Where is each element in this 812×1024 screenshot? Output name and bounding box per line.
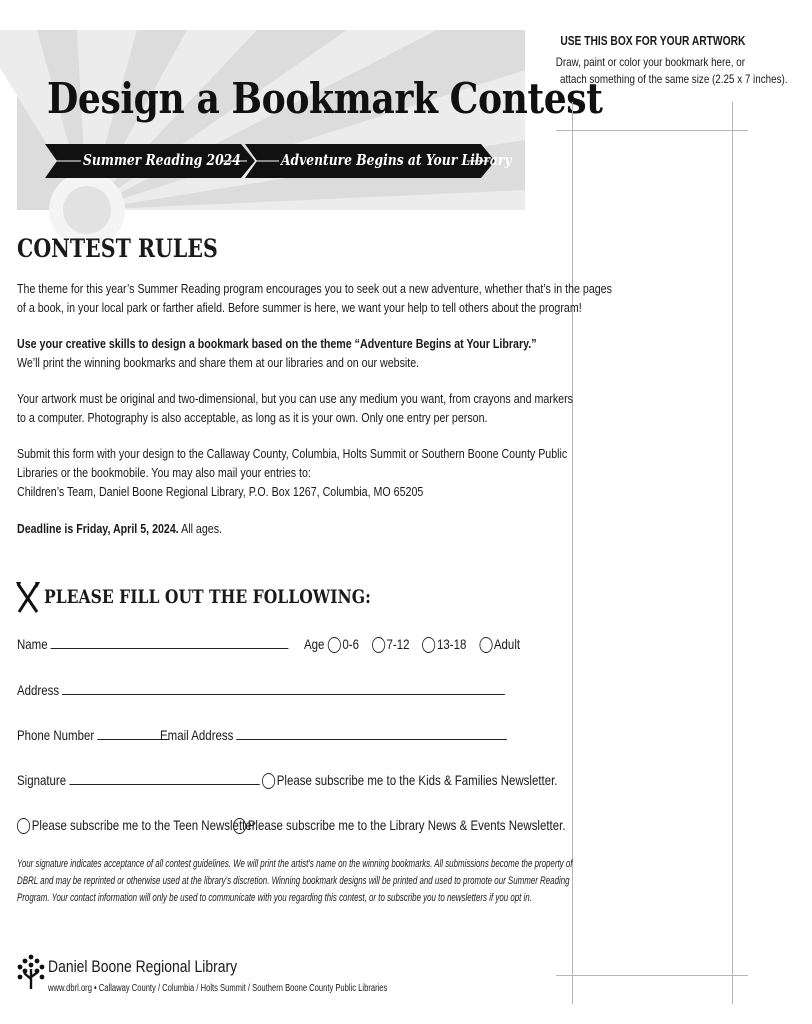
subscribe-kids-radio[interactable] [262, 773, 275, 789]
fine-print: Your signature indicates acceptance of all contest guidelines. We will print the artist’s name on the winning bookmarks. All submissions become the property of DBRL and may be reprinted or otherwise used at the library’s discretion. Winning bookmark designs will be printed and used to promote our Summer Reading Program. Your contact information will only be used to communicate with you regarding this contest, or to subscribe you to newsletters if you opt in. [17, 858, 573, 904]
rules-paragraph-theme: The theme for this year’s Summer Reading program encourages you to seek out a new adventure, whether that’s in the pages of a book, in your local park or farther afield. Before summer is here, we want your help to tell others about the program! [17, 281, 612, 315]
subscribe-news-radio[interactable] [233, 818, 246, 834]
rules-paragraph-design: Use your creative skills to design a bookmark based on the theme “Adventure Begins at Your Library.” We’ll print the winning bookmarks and share them at our libraries and on our website. [17, 336, 537, 370]
subscribe-kids-option[interactable]: Please subscribe me to the Kids & Families Newsletter. [262, 772, 622, 789]
address-input-line[interactable] [62, 684, 505, 695]
phone-input-line[interactable] [97, 729, 169, 740]
name-field: Name [17, 636, 348, 652]
library-name: Daniel Boone Regional Library [48, 957, 238, 976]
signature-field: Signature [17, 772, 313, 788]
age-radio-7-12[interactable] [372, 637, 385, 653]
age-field: Age 0-6 7-12 13-18 Adult [304, 636, 521, 652]
subscribe-teen-radio[interactable] [17, 818, 30, 834]
age-radio-13-18[interactable] [422, 637, 435, 653]
library-tree-logo-icon [17, 953, 45, 991]
subscribe-teen-option[interactable]: Please subscribe me to the Teen Newsletter. [17, 817, 311, 834]
contest-title: Design a Bookmark Contest [47, 74, 603, 123]
rules-paragraph-artwork: Your artwork must be original and two-dimensional, but you can use any medium you want, from crayons and markers to a computer. Photography is also acceptable, as long as it is your own. Only one entry per person. [17, 391, 573, 425]
age-radio-adult[interactable] [479, 637, 492, 653]
age-radio-0-6[interactable] [328, 637, 341, 653]
rules-paragraph-submit: Submit this form with your design to the Callaway County, Columbia, Holts Summit or Southern Boone County Public Libraries or the bookmobile. You may also mail your entries to: Children’s Team, Daniel Boone Regional Library, P.O. Box 1267, Columbia, MO 65205 [17, 446, 568, 499]
address-field: Address [17, 682, 612, 698]
email-input-line[interactable] [237, 729, 508, 740]
form-heading: PLEASE FILL OUT THE FOLLOWING: [44, 586, 371, 608]
library-branches: www.dbrl.org • Callaway County / Columbia / Holts Summit / Southern Boone County Public Libraries [48, 983, 388, 994]
phone-field: Phone Number [17, 727, 203, 743]
artwork-box-bottom-line [556, 975, 748, 976]
rules-heading: CONTEST RULES [17, 234, 218, 263]
pencil-brush-icon [15, 582, 41, 616]
rules-deadline: Deadline is Friday, April 5, 2024. All ages. [17, 521, 223, 536]
ribbon-left-text: Summer Reading 2024 [83, 151, 241, 169]
artwork-instructions: Draw, paint or color your bookmark here, or attach something of the same size (2.25 x 7 inches). [555, 55, 788, 86]
contest-banner [17, 30, 603, 210]
email-field: Email Address [160, 727, 583, 743]
signature-input-line[interactable] [69, 774, 259, 785]
artwork-heading: USE THIS BOX FOR YOUR ARTWORK [560, 34, 746, 48]
name-input-line[interactable] [51, 638, 289, 649]
ribbon-right-text: Adventure Begins at Your Library [281, 151, 512, 169]
subscribe-news-option[interactable]: Please subscribe me to the Library News & Events Newsletter. [233, 817, 639, 834]
